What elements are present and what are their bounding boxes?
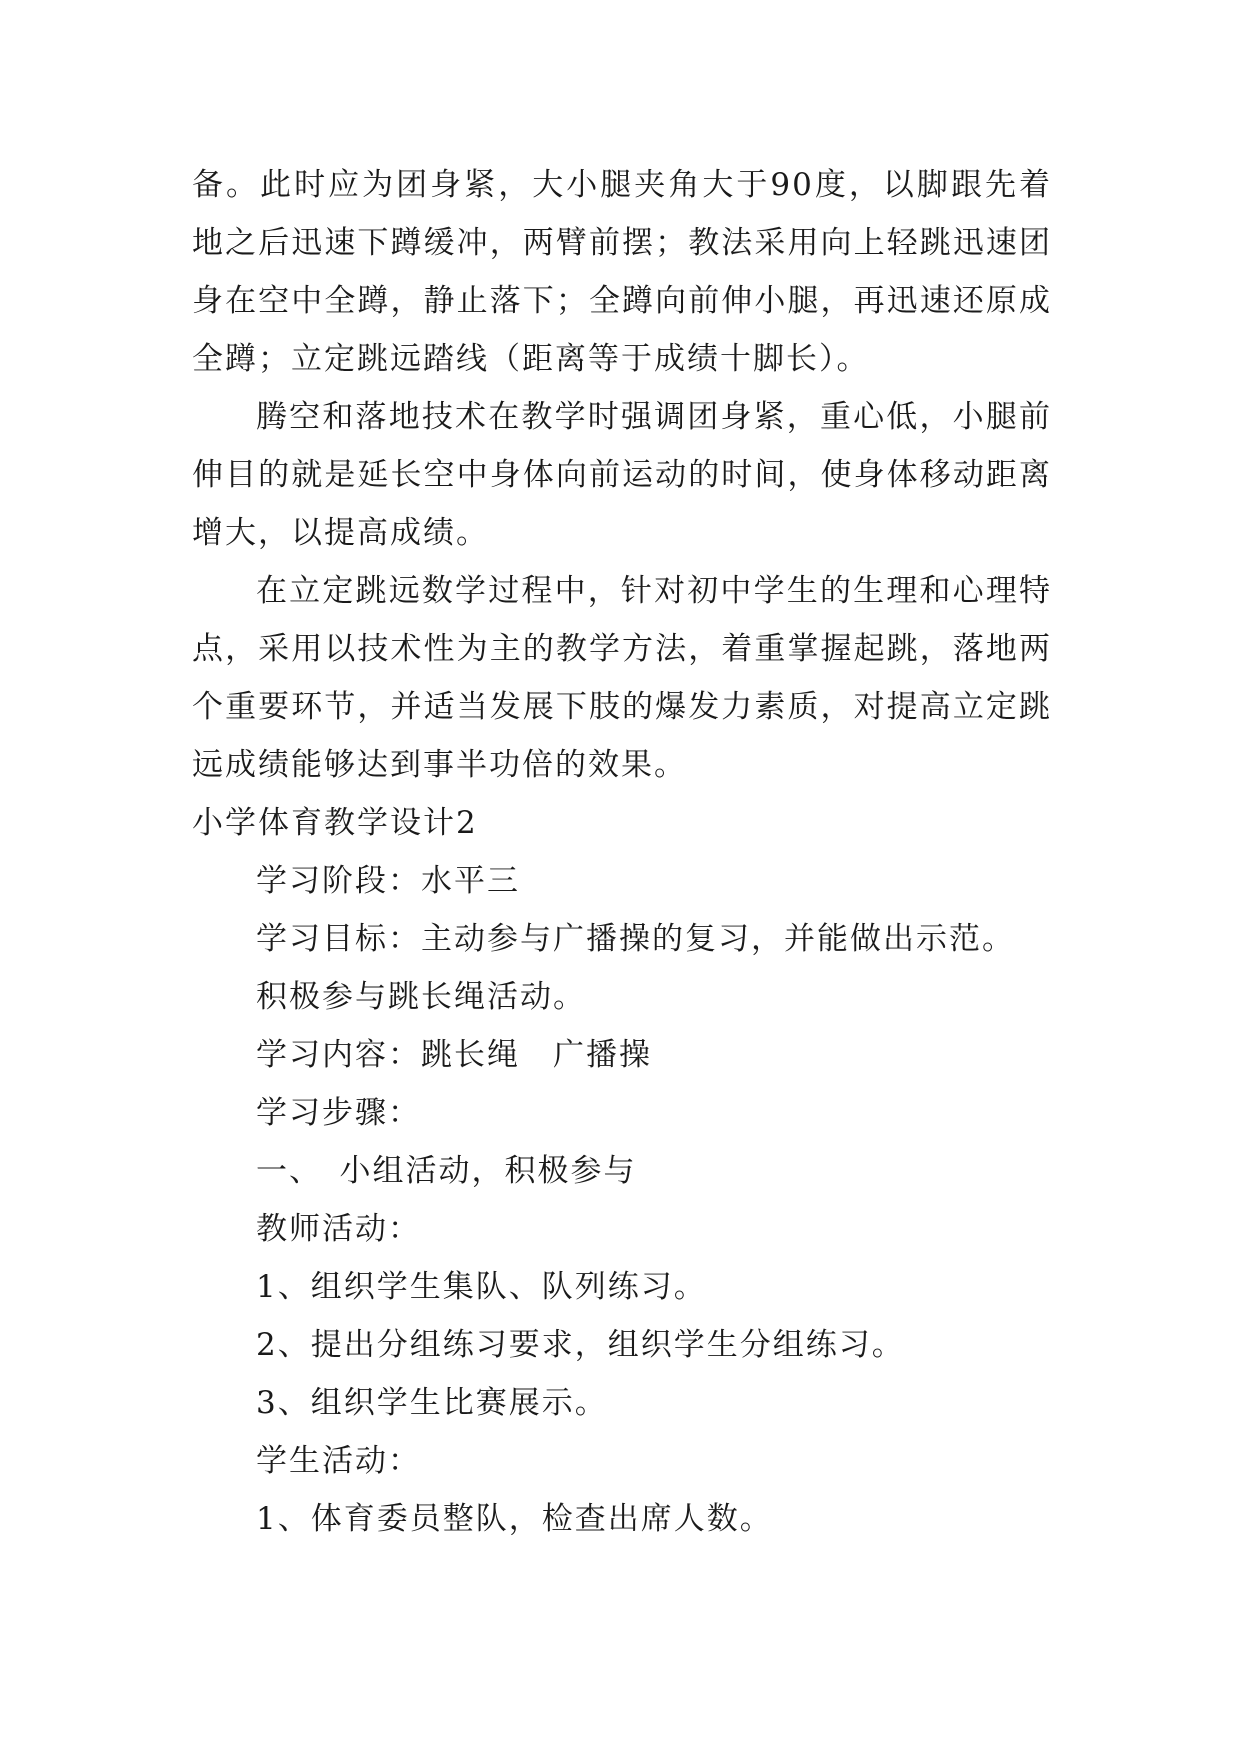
line-2: 学习目标：主动参与广播操的复习，并能做出示范。 (256, 921, 1015, 957)
line-6: 一、 小组活动，积极参与 (256, 1153, 637, 1189)
line-4: 学习内容：跳长绳 广播操 (256, 1037, 652, 1073)
line-3: 积极参与跳长绳活动。 (256, 979, 586, 1015)
paragraph-3: 在立定跳远数学过程中，针对初中学生的生理和心理特点，采用以技术性为主的教学方法，着重掌握起跳，落地两个重要环节，并适当发展下肢的爆发力素质，对提高立定跳远成绩能够达到事半功倍的效果。 (192, 573, 1052, 783)
paragraph-1: 备。此时应为团身紧，大小腿夹角大于90度，以脚跟先着地之后迅速下蹲缓冲，两臂前摆；教法采用向上轻跳迅速团身在空中全蹲，静止落下；全蹲向前伸小腿，再迅速还原成全蹲；立定跳远踏线（距离等于成绩十脚长）。 (192, 167, 1052, 377)
line-11: 学生活动： (256, 1443, 421, 1479)
line-5: 学习步骤： (256, 1095, 421, 1131)
line-12: 1、体育委员整队，检查出席人数。 (256, 1501, 773, 1537)
paragraph-2: 腾空和落地技术在教学时强调团身紧，重心低，小腿前伸目的就是延长空中身体向前运动的时间，使身体移动距离增大，以提高成绩。 (192, 399, 1052, 551)
line-9: 2、提出分组练习要求，组织学生分组练习。 (256, 1327, 905, 1363)
line-8: 1、组织学生集队、队列练习。 (256, 1269, 707, 1305)
section-title: 小学体育教学设计2 (192, 805, 478, 841)
line-7: 教师活动： (256, 1211, 421, 1247)
line-10: 3、组织学生比赛展示。 (256, 1385, 608, 1421)
line-1: 学习阶段：水平三 (256, 863, 520, 899)
